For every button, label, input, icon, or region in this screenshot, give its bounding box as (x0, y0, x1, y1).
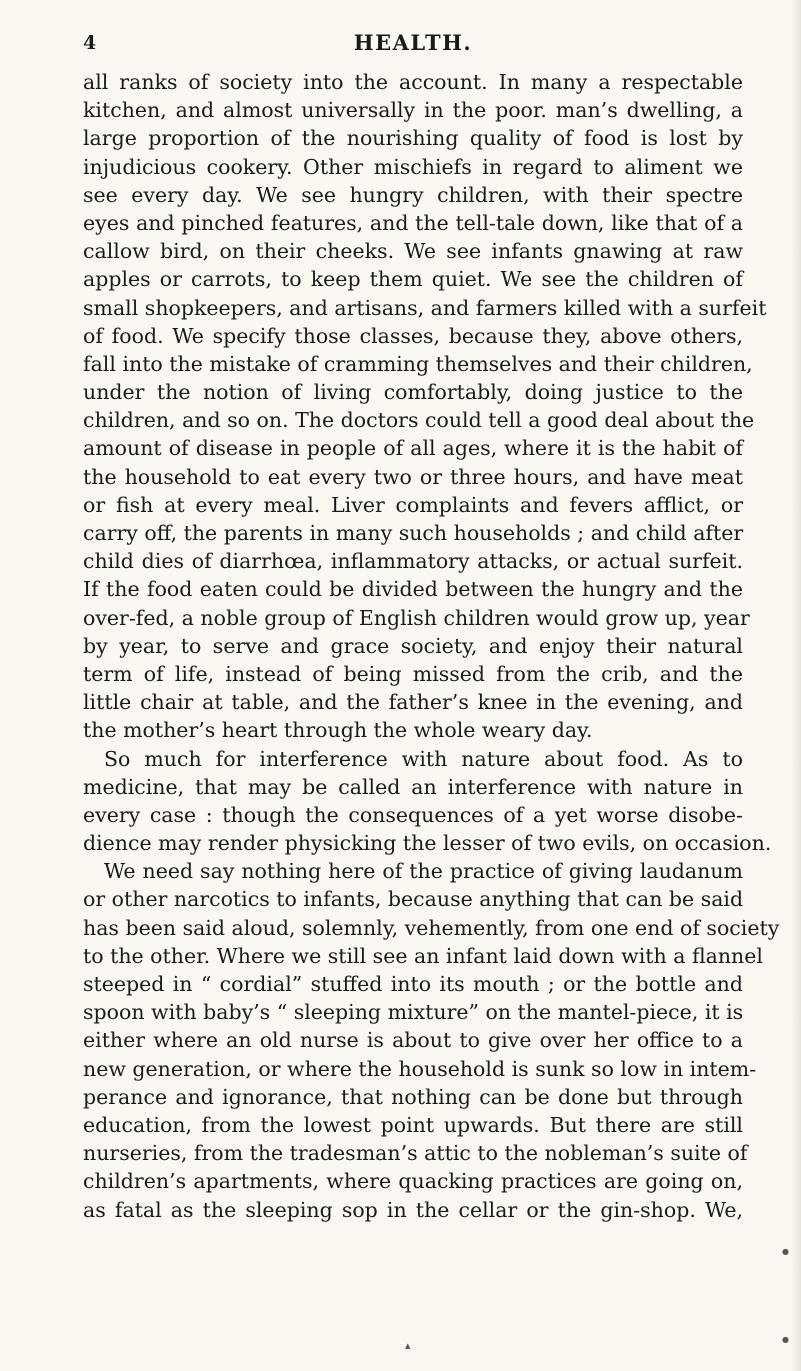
text-line: kitchen, and almost universally in the poor. man’s dwelling, a (83, 98, 743, 123)
text-line: or other narcotics to infants, because anything that can be said (83, 887, 744, 912)
text-line: injudicious cookery. Other mischiefs in regard to aliment we (83, 154, 743, 179)
text-line: amount of disease in people of all ages, where it is the habit of (83, 436, 743, 461)
text-line: new generation, or where the household is sunk so low in intem- (83, 1056, 757, 1081)
print-speck: ▲ (405, 1342, 411, 1350)
print-speck: ● (782, 1335, 789, 1344)
print-speck: ● (782, 1247, 789, 1256)
text-line: little chair at table, and the father’s knee in the evening, and (83, 690, 743, 715)
text-line: as fatal as the sleeping sop in the cellar or the gin-shop. We, (83, 1197, 743, 1222)
text-line: If the food eaten could be divided between the hungry and the (83, 577, 743, 602)
text-line: over-fed, a noble group of English children would grow up, year (83, 605, 750, 630)
text-line: every case : though the consequences of a yet worse disobe- (83, 802, 743, 827)
page-edge-shadow (791, 0, 801, 1371)
text-line: see every day. We see hungry children, with their spectre (83, 182, 743, 207)
body-text (83, 68, 780, 1224)
text-line: all ranks of society into the account. In many a respectable (83, 70, 743, 94)
text-line: medicine, that may be called an interference with nature in (83, 774, 743, 799)
text-line: the household to eat every two or three hours, and have meat (83, 464, 743, 489)
text-line-paragraph-start: We need say nothing here of the practice of giving laudanum (104, 859, 743, 884)
text-line: education, from the lowest point upwards. But there are still (83, 1112, 743, 1137)
text-line: spoon with baby’s “ sleeping mixture” on the mantel-piece, it is (83, 1000, 744, 1025)
text-line: the mother’s heart through the whole weary day. (83, 718, 593, 743)
text-line: of food. We specify those classes, because they, above others, (83, 323, 743, 348)
text-line: children’s apartments, where quacking practices are going on, (83, 1169, 743, 1194)
text-line: eyes and pinched features, and the tell-tale down, like that of a (83, 210, 743, 235)
text-line: to the other. Where we still see an infant laid down with a flannel (83, 943, 763, 968)
text-line: term of life, instead of being missed from the crib, and the (83, 661, 743, 686)
text-line: callow bird, on their cheeks. We see infants gnawing at raw (83, 239, 743, 264)
page-header (83, 28, 743, 58)
text-line: either where an old nurse is about to give over her office to a (83, 1028, 743, 1053)
text-line: steeped in “ cordial” stuffed into its mouth ; or the bottle and (83, 972, 743, 996)
text-line-paragraph-start: So much for interference with nature about food. As to (104, 746, 743, 771)
text-line: carry off, the parents in many such households ; and child after (83, 521, 744, 545)
page-number: 4 (83, 32, 97, 54)
text-line: perance and ignorance, that nothing can be done but through (83, 1084, 743, 1109)
text-line: nurseries, from the tradesman’s attic to the nobleman’s suite of (83, 1141, 748, 1166)
text-line: child dies of diarrhœa, inflammatory attacks, or actual surfeit. (83, 549, 743, 574)
running-head: HEALTH. (353, 30, 473, 55)
text-line: fall into the mistake of cramming themselves and their children, (83, 351, 753, 376)
text-line: small shopkeepers, and artisans, and farmers killed with a surfeit (83, 295, 767, 320)
text-line: under the notion of living comfortably, doing justice to the (83, 380, 743, 405)
text-line: apples or carrots, to keep them quiet. We see the children of (83, 267, 743, 292)
text-line: has been said aloud, solemnly, vehemently, from one end of society (83, 915, 780, 940)
text-line: or fish at every meal. Liver complaints and fevers afflict, or (83, 492, 743, 517)
text-line: children, and so on. The doctors could tell a good deal about the (83, 408, 755, 433)
text-line: large proportion of the nourishing quality of food is lost by (83, 126, 743, 151)
text-line: by year, to serve and grace society, and enjoy their natural (83, 633, 743, 658)
text-line: dience may render physicking the lesser of two evils, on occasion. (83, 831, 772, 856)
